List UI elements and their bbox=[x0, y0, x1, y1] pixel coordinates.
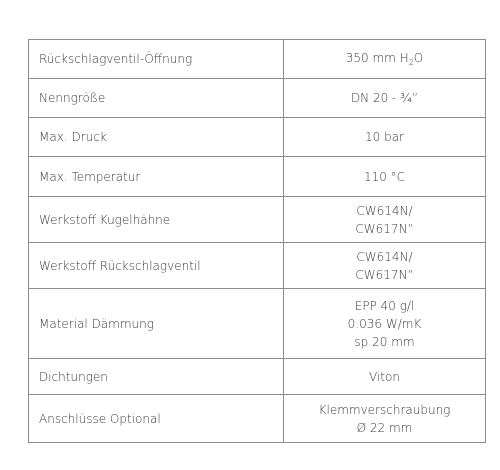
spec-value bbox=[284, 40, 486, 79]
spec-value-line: CW614N/ bbox=[356, 203, 413, 218]
spec-label: Max. Druck bbox=[29, 118, 284, 157]
spec-value-line: CW614N/ bbox=[356, 249, 413, 264]
spec-value-line: EPP 40 g/l bbox=[354, 298, 415, 313]
table-row bbox=[29, 359, 486, 395]
spec-value-line: CW617N” bbox=[355, 221, 414, 236]
spec-value bbox=[284, 157, 486, 197]
spec-value-subscript: 2 bbox=[408, 58, 414, 67]
table-row bbox=[29, 79, 486, 118]
spec-value bbox=[284, 79, 486, 118]
spec-label: Material Dämmung bbox=[29, 289, 284, 359]
spec-value-line: Klemmverschraubung bbox=[318, 402, 451, 417]
spec-label: Anschlüsse Optional bbox=[29, 395, 284, 443]
spec-value bbox=[284, 359, 486, 395]
table-row bbox=[29, 243, 486, 289]
spec-value-line: CW617N” bbox=[355, 267, 414, 282]
spec-value-line: Viton bbox=[369, 369, 400, 384]
spec-value-line: DN 20 - ¾” bbox=[350, 91, 419, 105]
table-row bbox=[29, 157, 486, 197]
spec-value-tail: O bbox=[413, 51, 424, 65]
spec-value-line: 110 °C bbox=[363, 169, 406, 184]
table-row bbox=[29, 118, 486, 157]
spec-label: Nenngröße bbox=[29, 79, 284, 118]
table-row bbox=[29, 40, 486, 79]
table-row bbox=[29, 395, 486, 443]
spec-value bbox=[284, 395, 486, 443]
spec-value bbox=[284, 197, 486, 243]
spec-value-line: 0.036 W/mK bbox=[347, 316, 422, 331]
spec-value-line: sp 20 mm bbox=[354, 334, 415, 349]
spec-value-line: Ø 22 mm bbox=[356, 420, 413, 435]
spec-value bbox=[284, 118, 486, 157]
spec-label: Max. Temperatur bbox=[29, 157, 284, 197]
spec-value bbox=[284, 289, 486, 359]
spec-table bbox=[28, 39, 486, 443]
spec-value-line: 10 bar bbox=[365, 130, 404, 144]
spec-label: Werkstoff Rückschlagventil bbox=[29, 243, 284, 289]
spec-label: Werkstoff Kugelhähne bbox=[29, 197, 284, 243]
spec-value-main: 350 mm H bbox=[345, 51, 409, 65]
spec-label: Dichtungen bbox=[29, 359, 284, 395]
spec-value bbox=[284, 243, 486, 289]
table-row bbox=[29, 289, 486, 359]
spec-label: Rückschlagventil-Öffnung bbox=[29, 40, 284, 79]
table-row bbox=[29, 197, 486, 243]
